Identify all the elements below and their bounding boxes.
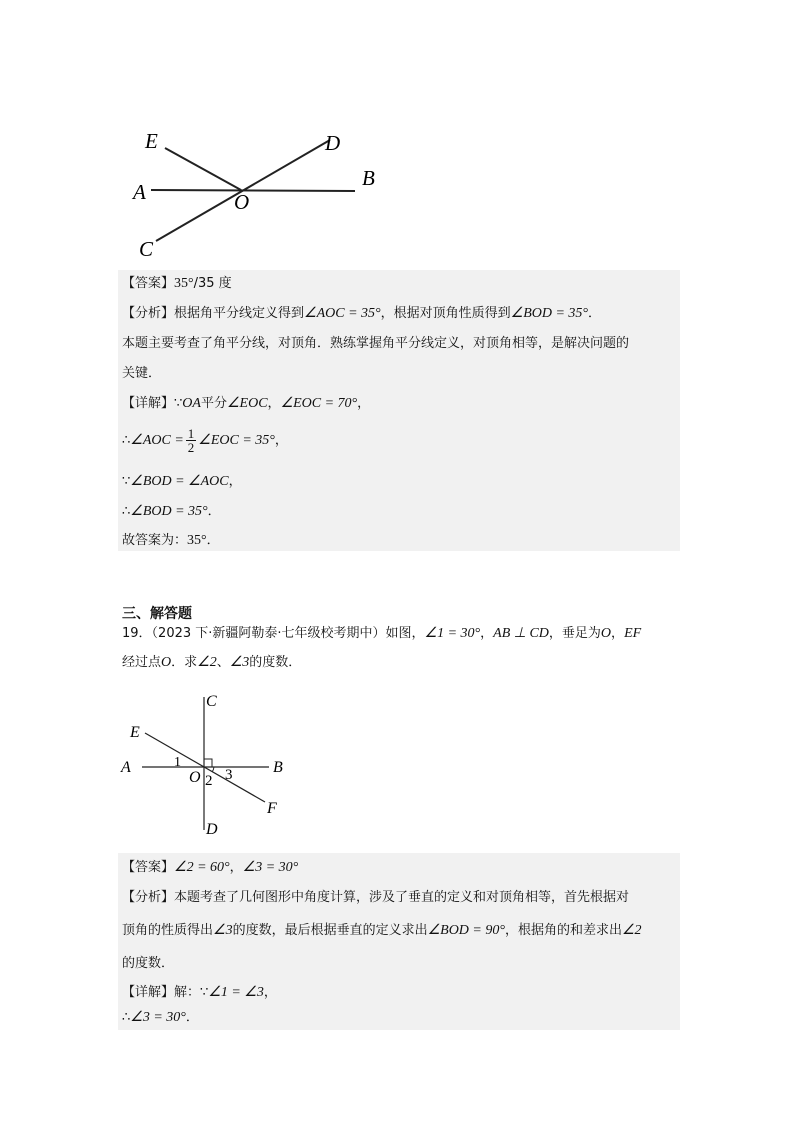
- final-text: ．: [206, 533, 220, 548]
- detail-text: 平分: [200, 396, 227, 411]
- final-text: 故答案为：: [122, 533, 188, 548]
- ray-oe: [165, 148, 241, 190]
- label-d: D: [206, 821, 218, 838]
- question-text: ，垂足为: [548, 626, 601, 641]
- detail-math: ∠BOD = 35°: [130, 504, 208, 519]
- analysis-text: 顶角的性质得出: [122, 923, 214, 938]
- because-symbol: ∵: [174, 396, 183, 411]
- q18-analysis-line-3: 关键．: [122, 366, 162, 381]
- question-math: O: [600, 626, 612, 641]
- detail-math: ∠BOD = ∠AOC: [130, 474, 229, 489]
- answer-suffix: /35 度: [193, 276, 232, 291]
- analysis-text: ，根据对顶角性质得到: [380, 306, 511, 321]
- detail-math: OA: [182, 396, 201, 411]
- label-c: C: [206, 693, 217, 710]
- q19-solution-block: [118, 853, 680, 1030]
- question-number: 19．: [122, 626, 152, 641]
- label-a: A: [121, 759, 131, 776]
- question-math: ∠1 = 30°: [424, 626, 481, 641]
- q19-analysis-line-1: [122, 888, 629, 908]
- therefore-symbol: ∴: [122, 433, 131, 448]
- detail-math: ∠EOC = 70°: [280, 396, 358, 411]
- question-text: ．求: [171, 655, 198, 670]
- answer-value: 35°: [174, 276, 194, 291]
- detail-text: ．: [185, 1010, 199, 1025]
- angle-3-arc: [212, 767, 214, 772]
- analysis-math: ∠BOD = 35°: [510, 306, 589, 321]
- answer-math: ∠2 = 60°: [174, 860, 230, 875]
- question-text: 经过点: [122, 655, 162, 670]
- label-e: E: [145, 129, 158, 153]
- question-text: 、: [216, 655, 230, 670]
- detail-math: ∠3 = 30°: [130, 1010, 186, 1025]
- label-e: E: [130, 724, 140, 741]
- analysis-text: 本题考查了几何图形中角度计算，涉及了垂直的定义和对顶角相等，首先根据对: [174, 890, 630, 905]
- analysis-text: 根据角平分线定义得到: [174, 306, 305, 321]
- angle-label-3: 3: [225, 767, 233, 783]
- therefore-symbol: ∴: [122, 1010, 131, 1025]
- figure-perpendicular-lines: [115, 690, 305, 840]
- detail-math: ∠AOC =: [130, 433, 184, 448]
- detail-text: ．: [207, 504, 221, 519]
- analysis-math: ∠2: [621, 923, 642, 938]
- q19-stem-line-1: [122, 624, 641, 644]
- line-ab: [151, 190, 355, 191]
- answer-tag: 【答案】: [122, 276, 175, 291]
- analysis-math: ∠AOC = 35°: [304, 306, 381, 321]
- question-math: EF: [624, 626, 642, 641]
- fraction-denominator: 2: [187, 440, 195, 455]
- q18-analysis-line-1: [122, 304, 601, 324]
- answer-math: ∠3 = 30°: [242, 860, 299, 875]
- detail-tag: 【详解】: [122, 985, 175, 1000]
- question-text: ，: [611, 626, 625, 641]
- analysis-math: ∠3: [213, 923, 233, 938]
- analysis-text: ，根据角的和差求出: [504, 923, 622, 938]
- detail-math: ∠EOC = 35°: [198, 433, 275, 448]
- detail-text: ，: [228, 474, 242, 489]
- q18-analysis-line-2: 本题主要考查了角平分线，对顶角．熟练掌握角平分线定义，对顶角相等，是解决问题的: [122, 336, 630, 351]
- detail-tag: 【详解】: [122, 396, 175, 411]
- final-value: 35°: [187, 533, 207, 548]
- question-math: O: [161, 655, 172, 670]
- q19-analysis-line-2: [122, 921, 642, 941]
- label-o: O: [189, 769, 201, 786]
- right-angle-mark: [204, 759, 212, 767]
- question-text: 的度数．: [249, 655, 302, 670]
- q18-final-line: [122, 531, 220, 551]
- therefore-symbol: ∴: [122, 504, 131, 519]
- q19-detail-line-1: [122, 983, 277, 1003]
- because-symbol: ∵: [122, 474, 131, 489]
- question-math: ∠3: [229, 655, 250, 670]
- angle-label-1: 1: [174, 755, 181, 770]
- detail-text: ，: [357, 396, 371, 411]
- angle-label-2: 2: [205, 773, 213, 789]
- detail-text: ，: [274, 433, 288, 448]
- question-text: （2023 下·新疆阿勒泰·七年级校考期中）如图，: [151, 626, 425, 641]
- detail-text: 解：: [174, 985, 201, 1000]
- question-math: ∠2: [197, 655, 217, 670]
- detail-math: ∠1 = ∠3: [208, 985, 264, 1000]
- figure-angle-bisector: [125, 120, 395, 265]
- label-c: C: [139, 237, 154, 261]
- label-d: D: [325, 131, 341, 155]
- analysis-math: ∠BOD = 90°: [427, 923, 505, 938]
- label-a: A: [133, 180, 146, 204]
- label-f: F: [267, 800, 277, 817]
- label-o: O: [234, 190, 250, 214]
- answer-tag: 【答案】: [122, 860, 175, 875]
- q18-answer-line: [122, 274, 232, 294]
- detail-text: ，: [267, 396, 281, 411]
- label-b: B: [273, 759, 283, 776]
- q19-stem-line-2: [122, 653, 301, 673]
- answer-text: ，: [229, 860, 243, 875]
- q19-analysis-line-3: 的度数．: [122, 956, 175, 971]
- section-title: 三、解答题: [122, 606, 192, 622]
- label-b: B: [362, 166, 375, 190]
- because-symbol: ∵: [200, 985, 209, 1000]
- analysis-text: 的度数，最后根据垂直的定义求出: [232, 923, 428, 938]
- q18-detail-line-4: [122, 502, 221, 522]
- analysis-tag: 【分析】: [122, 890, 175, 905]
- question-math: AB ⊥ CD: [493, 626, 549, 641]
- q18-detail-line-3: [122, 472, 242, 492]
- q18-detail-line-1: [122, 394, 370, 414]
- detail-math: ∠EOC: [226, 396, 268, 411]
- q19-answer-line: [122, 858, 298, 878]
- question-text: ，: [480, 626, 494, 641]
- analysis-text: ．: [588, 306, 602, 321]
- fraction-one-half: [186, 427, 197, 454]
- q18-detail-line-2: [122, 426, 288, 456]
- detail-text: ，: [263, 985, 277, 1000]
- fraction-numerator: 1: [187, 426, 195, 441]
- analysis-tag: 【分析】: [122, 306, 175, 321]
- q19-detail-line-2: [122, 1008, 199, 1028]
